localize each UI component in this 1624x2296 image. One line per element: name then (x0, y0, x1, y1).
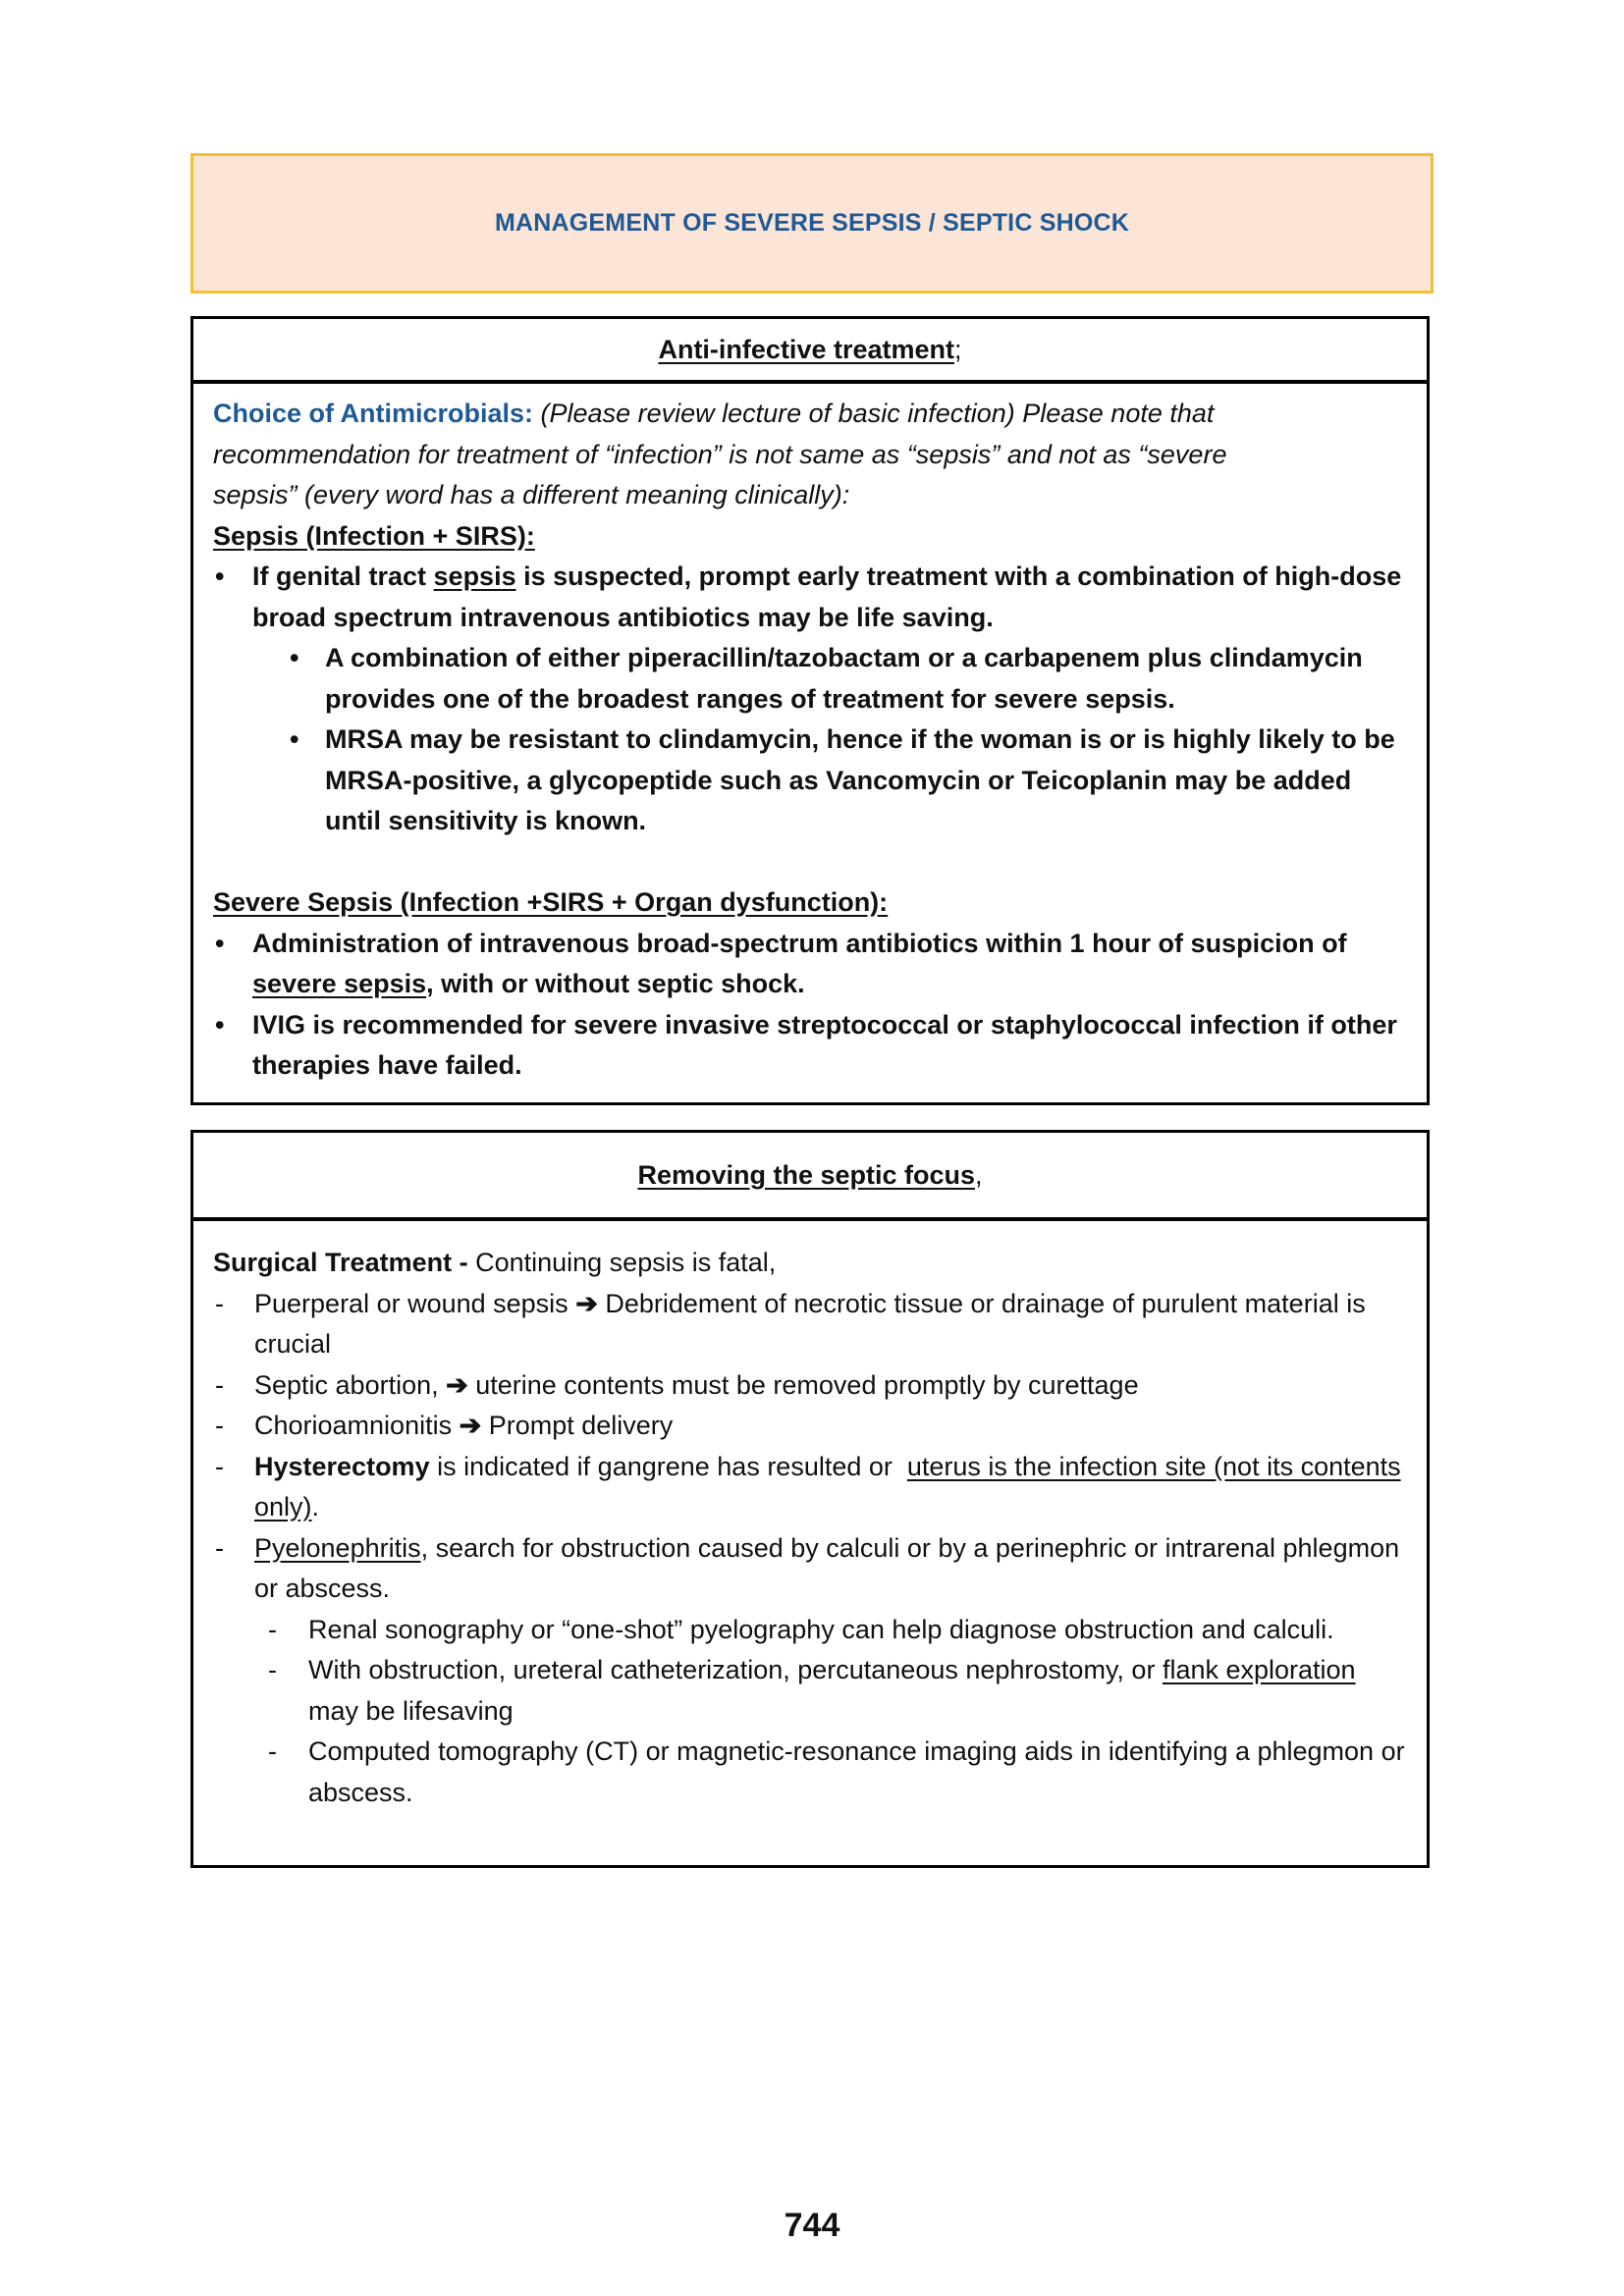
severe-sepsis-subheading: Severe Sepsis (Infection +SIRS + Organ dysfunction): (213, 887, 889, 917)
list-item-nested (213, 638, 1407, 720)
dash-icon: - (215, 1451, 224, 1481)
list-item (213, 1447, 1407, 1528)
dash-icon: - (215, 1532, 224, 1563)
item-text: With obstruction, ureteral catheterization, percutaneous nephrostomy, or (308, 1655, 1163, 1684)
surgical-text: Continuing sepsis is fatal, (467, 1248, 777, 1277)
list-item (213, 1406, 1407, 1447)
title-banner (190, 153, 1434, 294)
item-text: A combination of either piperacillin/tazobactam or a carbapenem plus clindamycin provides one of the broadest ranges of treatment for severe sepsis. (325, 643, 1363, 714)
anti-infective-section (190, 316, 1430, 1105)
bullet-icon: • (215, 561, 225, 591)
section-body (193, 384, 1427, 1087)
choice-paragraph (213, 394, 1407, 516)
list-item (213, 557, 1407, 638)
item-text: MRSA may be resistant to clindamycin, hence if the woman is or is highly likely to be MRSA-positive, a glycopeptide such as Vancomycin or Teicoplanin may be added until sensitivity is known. (325, 724, 1395, 835)
page-number: 744 (784, 2207, 840, 2244)
list-item (213, 1528, 1407, 1610)
sepsis-subheading: Sepsis (Infection + SIRS): (213, 520, 535, 551)
item-text: Puerperal or wound sepsis (254, 1288, 576, 1318)
item-text: Renal sonography or “one-shot” pyelography can help diagnose obstruction and calculi. (308, 1614, 1334, 1644)
item-text: is suspected, prompt early treatment with a combination of high-dose broad spectrum intravenous antibiotics may be life saving. (252, 561, 1402, 632)
section-body (193, 1221, 1427, 1813)
item-text: If genital tract (252, 561, 434, 591)
item-text: may be lifesaving (308, 1695, 514, 1726)
item-text: Computed tomography (CT) or magnetic-resonance imaging aids in identifying a phlegmon or abscess. (308, 1736, 1405, 1807)
arrow-right-icon: ➔ (446, 1369, 468, 1400)
dash-icon: - (215, 1411, 224, 1440)
list-item-nested (213, 1610, 1407, 1651)
item-text: Chorioamnionitis (254, 1411, 460, 1440)
heading-suffix: ; (954, 334, 962, 364)
item-text: IVIG is recommended for severe invasive streptococcal or staphylococcal infection if other therapies have failed. (252, 1009, 1397, 1080)
heading-suffix: , (975, 1159, 983, 1190)
arrow-right-icon: ➔ (575, 1288, 598, 1318)
list-item (213, 1284, 1407, 1365)
section-header (193, 1133, 1427, 1221)
item-text: is indicated if gangrene has resulted or (429, 1451, 907, 1481)
underlined-term: Pyelonephritis (254, 1532, 421, 1563)
section-heading: Anti-infective treatment (658, 334, 955, 364)
dash-icon: - (268, 1736, 277, 1766)
section-header (193, 319, 1427, 384)
surgical-paragraph (213, 1243, 1407, 1284)
choice-note: (Please review lecture of basic infection) Please note that (533, 399, 1215, 428)
choice-label: Choice of Antimicrobials: (213, 399, 534, 428)
surgical-label: Surgical Treatment - (213, 1248, 468, 1277)
underlined-term: uterus is the infection site (not its contents only) (254, 1451, 1401, 1522)
item-text: Debridement of necrotic tissue or drainage of purulent material is crucial (254, 1288, 1366, 1359)
dash-icon: - (215, 1288, 224, 1318)
list-item-nested (213, 1650, 1407, 1732)
arrow-right-icon: ➔ (459, 1411, 482, 1440)
underlined-term: severe sepsis (252, 969, 427, 998)
list-item-nested (213, 1732, 1407, 1813)
dash-icon: - (268, 1655, 277, 1684)
underlined-term: sepsis (433, 561, 516, 591)
list-item (213, 1005, 1407, 1087)
item-text: , search for obstruction caused by calculi or by a perinephric or intrarenal phlegmon or abscess. (254, 1532, 1400, 1603)
bold-term: Hysterectomy (254, 1451, 430, 1481)
dash-icon: - (268, 1614, 277, 1644)
item-text: , with or without septic shock. (426, 969, 805, 998)
bullet-icon: • (290, 643, 299, 672)
underlined-term: flank exploration (1162, 1655, 1356, 1684)
item-text: Administration of intravenous broad-spectrum antibiotics within 1 hour of suspicion of (252, 928, 1347, 958)
bullet-icon: • (215, 1009, 225, 1040)
list-item (213, 1365, 1407, 1407)
bullet-icon: • (290, 724, 299, 754)
choice-note: sepsis” (every word has a different meaning clinically): (213, 480, 850, 509)
item-text: Prompt delivery (481, 1411, 674, 1440)
item-text: . (311, 1492, 320, 1522)
item-text: Septic abortion, (254, 1369, 447, 1400)
list-item-nested (213, 720, 1407, 842)
bullet-icon: • (215, 928, 225, 958)
list-item (213, 924, 1407, 1005)
page-title: MANAGEMENT OF SEVERE SEPSIS / SEPTIC SHOCK (495, 209, 1129, 237)
choice-note: recommendation for treatment of “infection” is not same as “sepsis” and not as “severe (213, 439, 1227, 469)
section-heading: Removing the septic focus (637, 1159, 976, 1190)
septic-focus-section (190, 1130, 1430, 1868)
dash-icon: - (215, 1369, 224, 1400)
item-text: uterine contents must be removed promptly by curettage (467, 1369, 1139, 1400)
